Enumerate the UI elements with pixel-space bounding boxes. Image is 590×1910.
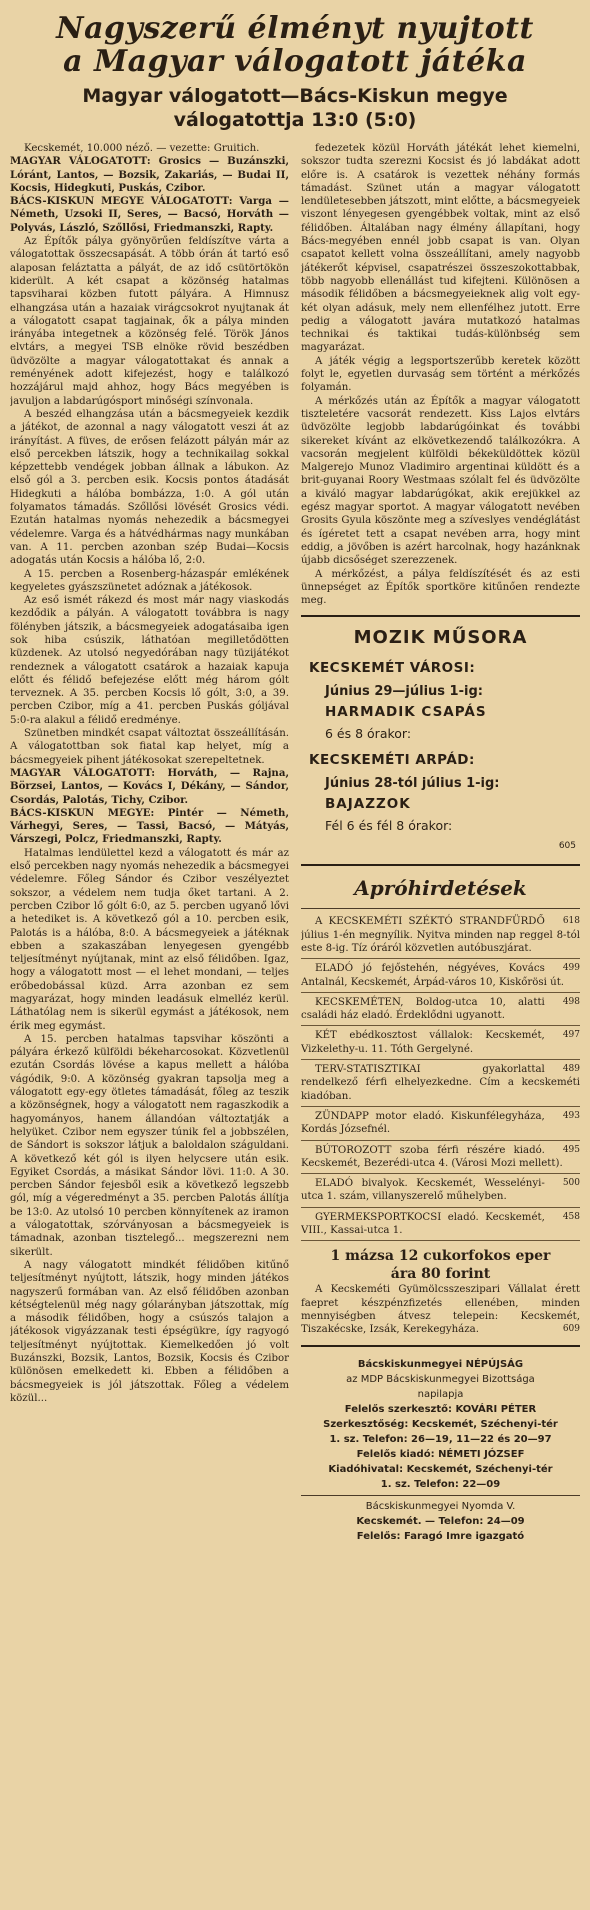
ad-text: KÉT ebédkosztost vállalok: Kecskemét, Vizkelethy-u. 11. Tóth Gergelyné.: [301, 1030, 545, 1055]
ad-text: ZÜNDAPP motor eladó. Kiskunfélegyháza, Kordás Józsefnél.: [301, 1110, 545, 1136]
screening-times: 6 és 8 órakor:: [325, 726, 412, 742]
classified-ad: [301, 912, 580, 959]
screening-times: Fél 6 és fél 8 órakor:: [325, 818, 453, 834]
article-paragraph: BÁCS-KISKUN MEGYE: Pintér — Németh, Várhegyi, Seres, — Tassi, Bacsó, — Mátyás, Várszegi, Polcz, Friedmanszki, Rapty.: [10, 806, 289, 846]
article-paragraph: A mérkőzést, a pálya feldíszítését és az esti ünnepséget az Építők sportköre kitűnően rendezte meg.: [301, 568, 580, 607]
article-columns: [10, 142, 580, 1544]
ad-number: 495: [562, 1144, 580, 1155]
ad-text: ELADÓ bivalyok. Kecskemét, Wesselényi-utca 1. szám, villanyszerelő műhelyben.: [301, 1178, 545, 1203]
ad-number: 458: [562, 1211, 580, 1222]
imprint-line: 1. sz. Telefon: 22—09: [380, 1478, 501, 1490]
headline-line-2: a Magyar válogatott játéka: [63, 44, 527, 79]
imprint-line: 1. sz. Telefon: 26—19, 11—22 és 20—97: [329, 1433, 552, 1445]
article-paragraph: MAGYAR VÁLOGATOTT: Grosics — Buzánszki, Lóránt, Lantos, — Bozsik, Zakariás, — Budai II, Kocsis, Hidegkuti, Puskás, Czibor.: [10, 155, 289, 194]
article-paragraph: Hatalmas lendülettel kezd a válogatott és már az első percekben nagy nyomás nehezedik a bácsmegyei védelemre. Főleg Sándor és Czibor veszélyeztet sokszor, a védelem nem tudja őket tartani. A 2. percben Czibor lő gólt 6:0, az 5. percben ugyanő lővi a hetediket is. A következő gól a 10. percben esik, Palotás is a hálóba, 8:0. A bácsmegyeiek a játéknak ebben a szakaszában lenyegesen gyengébb teljesítményt nyújtanak, mint az első félidőben. Igaz, hogy a válogatott most — el lehet mondani, — teljes erőbedobással küzd. Arra azonban ez sem magyarázat, hogy minden leadásuk elmelléz kerül. Láthatólag nem is sikerül egymást a játékosok, nem érik meg egymást.: [10, 847, 289, 1032]
divider: [301, 864, 580, 866]
imprint-line: Szerkesztőség: Kecskemét, Széchenyi-tér: [323, 1418, 558, 1430]
ad-number: 609: [562, 1324, 580, 1335]
ad-text: KECSKEMÉTEN, Boldog-utca 10, alatti családi ház eladó. Érdeklődni ugyanott.: [301, 996, 545, 1022]
promo-headline: [301, 1247, 580, 1283]
cinema-name: KECSKEMÉT VÁROSI:: [309, 660, 476, 677]
movies-title: MOZIK MŰSORA: [353, 627, 528, 649]
promo-line-1: 1 mázsa 12 cukorfokos eper: [330, 1248, 551, 1265]
classified-ad: [301, 1107, 580, 1141]
screening-dates: Június 29—július 1-ig:: [325, 684, 483, 700]
article-paragraph: Az Építők pálya gyönyörűen feldíszítve várta a válogatottak összecsapását. A több órán át tartó eső alaposan feláztatta a pályát, de az idő csütörtökön kiderült. A két csapat a közönség hatalmas tapsviharai közben futott pályára. A Himnusz elhangzása után a hazaiak virágcsokrot nyujtanak át a válogatott csapat tagjainak, ők a pálya minden irányába integetnek a közönség felé. Török János elvtárs, a megyei TSB elnöke rövid beszédben üdvözölte a magyar válogatottakat és annak a reményének adott kifejezést, hogy e találkozó hozzájárul majd ahhoz, hogy Bács megyében is javuljon a labdarúgósport minőségi színvonala.: [10, 236, 289, 407]
ad-number: 500: [562, 1178, 580, 1189]
film-title: HARMADIK CSAPÁS: [325, 704, 487, 721]
article-paragraph: MAGYAR VÁLOGATOTT: Horváth, — Rajna, Börzsei, Lantos, — Kovács I, Dékány, — Sándor, Csordás, Palotás, Tichy, Czibor.: [10, 766, 289, 806]
divider: [301, 908, 580, 909]
divider: [301, 1495, 580, 1496]
divider: [301, 1345, 580, 1347]
headline-line-1: Nagyszerű élményt nyujtott: [56, 11, 534, 46]
cinema-name: KECSKEMÉTI ARPÁD:: [309, 752, 475, 769]
ad-number: 605: [558, 841, 576, 852]
imprint-line: napilapja: [417, 1388, 464, 1400]
ad-number: 497: [562, 1030, 580, 1041]
ad-number: 618: [562, 916, 580, 927]
imprint-line: Bácskiskunmegyei NÉPÚJSÁG: [357, 1358, 524, 1370]
ad-text: GYERMEKSPORTKOCSI eladó. Kecskemét, VIII., Kassai-utca 1.: [301, 1211, 545, 1237]
left-column: [10, 142, 289, 1544]
classified-ad: [301, 959, 580, 993]
article-paragraph: A játék végig a legsportszerűbb keretek között folyt le, egyetlen durvaság sem történt a mérkőzés folyamán.: [301, 355, 580, 394]
headline: [10, 12, 580, 78]
article-paragraph: Az eső ismét rákezd és most már nagy viaskodás kezdődik a pályán. A válogatott továbbra is nagy fölényben játszik, a bácsmegyeiek adogatásaiba igen sok hiba csúszik, láthatóan megilletődötten küzdenek. Az utolsó negyedórában nagy tüzijátékot rendeznek a válogatott csatárok a hazaiak kapuja előtt és félidő befejezése előtt még három gólt terveznek. A 35. percben Kocsis lő gólt, 3:0, a 39. percben Czibor, míg a 41. percben Puskás góljával 5:0-ra alakul a félidő eredménye.: [10, 595, 289, 726]
subheadline: [10, 84, 580, 132]
right-column: [301, 142, 580, 1544]
movie-schedule: [301, 625, 580, 856]
classified-ad: [301, 1141, 580, 1175]
divider: [301, 615, 580, 617]
classified-ad: [301, 993, 580, 1027]
promo-text: [301, 1283, 580, 1336]
imprint-line: Felelős szerkesztő: KOVÁRI PÉTER: [344, 1403, 537, 1415]
ad-text: TERV-STATISZTIKAI gyakorlattal rendelkező férfi elhelyezkedne. Cím a kecskeméti kiadóban.: [301, 1064, 580, 1102]
article-paragraph: Szünetben mindkét csapat változtat összeállításán. A válogatottban sok fiatal kap helyet, míg a bácsmegyeiek pihent játékosokat szerepeltetnek.: [10, 728, 289, 766]
classifieds-title: Apróhirdetések: [354, 876, 527, 901]
imprint-line: Kiadóhivatal: Kecskemét, Széchenyi-tér: [328, 1463, 553, 1475]
imprint-line: Felelős kiadó: NÉMETI JÓZSEF: [356, 1448, 525, 1460]
imprint-line: az MDP Bácskiskunmegyei Bizottsága: [346, 1373, 535, 1385]
imprint-line: Bácskiskunmegyei Nyomda V.: [365, 1500, 516, 1512]
classified-ad: [301, 1174, 580, 1208]
article-paragraph: A beszéd elhangzása után a bácsmegyeiek kezdik a játékot, de azonnal a nagy válogatott veszi át az irányítást. A füves, de erősen felázott pályán már az első percekben látszik, hogy a technikailag sokkal képzettebb vendégek jobban állnak a lábukon. Az első gól a 3. percben esik. Kocsis pontos átadását Hidegkuti a hálóba bombázza, 1:0. A gól után folyamatos támadás. Szőllősi lövését Grosics védi. Ezután hatalmas nyomás nehezedik a bácsmegyei védelemre. Varga és a hátvédhármas nagy munkában van. A 11. percben azonban szép Budai—Kocsis adogatás után Kocsis a hálóba lő, 2:0.: [10, 408, 289, 567]
classified-ad: [301, 1060, 580, 1107]
article-paragraph: fedezetek közül Horváth játékát lehet kiemelni, sokszor tudta szerezni Kocsist és jó labdákat adott előre is. A csatárok is vezettek néhány formás támadást. Szünet után a magyar válogatott lendületesebben játszott, mint előtte, a bácsmegyeiek viszont lényegesen gyengébbek voltak, mint az első félidőben. Általában nagy élmény állapítani, hogy Bács-megyében ennél jobb csapat is van. Olyan csapatot kellett volna összeállítani, amely nagyobb játékerőt képvisel, csapatrészei összeszokottabbak, több nagyobb ellenállást tud kifejteni. Különösen a második félidőben a bácsmegyeieknek alig volt egy-két olyan adásuk, mely nem ellenfélhez jutott. Erre pedig a válogatott javára mutatkozó hatalmas technikai és taktikai tudás-különbség sem magyarázat.: [301, 143, 580, 354]
classified-ad: [301, 1208, 580, 1242]
article-paragraph: A nagy válogatott mindkét félidőben kitűnő teljesítményt nyújtott, látszik, hogy minden játékos nagyszerű formában van. Az első félidőben azonban kétségtelenül még nagy gólarányban játszottak, míg a második félidőben, hogy a csúszós talajon a játékosok vigyázzanak testi épségükre, így ragyogó teljesítményt nyújtottak. Kiemelkedően jó volt Buzánszki, Bozsik, Lantos, Bozsik, Kocsis és Czibor különösen emelkedett ki. Ebben a félidőben a bácsmegyeiek is jól játszottak. Főleg a védelem közül...: [10, 1259, 289, 1404]
article-paragraph: A 15. percben a Rosenberg-házaspár emlékének kegyeletes gyászszünetet adóznak a játékosok.: [10, 568, 289, 593]
article-paragraph: Kecskemét, 10.000 néző. — vezette: Gruitich.: [24, 143, 260, 154]
promo-body: A Kecskeméti Gyümölcsszeszipari Vállalat érett faepret készpénzfizetés ellenében, minden mennyiségben átvesz telepein: Kecskemét, Tiszakécske, Izsák, Kerekegyháza.: [301, 1284, 580, 1336]
promo-block: [301, 1247, 580, 1336]
ad-number: 493: [562, 1110, 580, 1121]
screening-dates: Június 28-tól július 1-ig:: [325, 776, 500, 792]
imprint-line: Felelős: Faragó Imre igazgató: [356, 1530, 525, 1542]
classified-list: [301, 912, 580, 1241]
ad-number: 499: [562, 963, 580, 974]
film-title: BAJAZZOK: [325, 796, 411, 813]
subheadline-line-2: válogatottja 13:0 (5:0): [173, 109, 417, 131]
ad-text: ELADÓ jó fejőstehén, négyéves, Kovács Antalnál, Kecskemét, Árpád-város 10, Kiskőrösi út.: [301, 963, 565, 988]
promo-line-2: ára 80 forint: [390, 1266, 491, 1283]
classified-ad: [301, 1026, 580, 1060]
article-paragraph: A 15. percben hatalmas tapsvihar köszönti a pályára érkező külföldi békeharcosokat. Közvetlenül ezután Csordás lövése a kapus mellett a hálóba vágódik, 9:0. A közönség gyakran tapsolja meg a válogatott egy-egy ötletes támadását, főleg az teszik a közönségnek, hogy a válogatott nem ragaszkodik a hagyományos, hanem állandóan változtatják a helyüket. Czibor nem egyszer túnik fel a jobbszélen, de Sándort is sokszor látjuk a baloldalon száguldani. A következő két gól is ilyen helycsere után esik. Egyiket Csordás, a másikat Sándor lövi. 11:0. A 30. percben Sándor fejesből esik a következő legszebb gól, míg a végeredményt a 35. percben Palotás állítja be 13:0. Az utolsó 10 percben könnyítenek az iramon a válogatottak, szórványosan a bácsmegyeiek is támadnak, azonban tisztelegő... megszerezni nem sikerült.: [10, 1033, 289, 1258]
article-paragraph: BÁCS-KISKUN MEGYE VÁLOGATOTT: Varga — Németh, Uzsoki II, Seres, — Bacsó, Horváth — Polyvás, László, Szőllősi, Friedmanszki, Rapty.: [10, 195, 289, 234]
subheadline-line-1: Magyar válogatott—Bács-Kiskun megye: [82, 85, 508, 107]
ad-text: BÚTOROZOTT szoba férfi részére kiadó. Kecskemét, Bezerédi-utca 4. (Városi Mozi mellett).: [301, 1144, 563, 1169]
ad-text: A KECSKEMÉTI SZÉKTÓ STRANDFÜRDŐ július 1-én megnyílik. Nyitva minden nap reggel 8-tól este 8-ig. Tíz óráról közvetlen autóbuszjárat.: [301, 916, 580, 954]
imprint: [301, 1357, 580, 1544]
article-paragraph: A mérkőzés után az Építők a magyar válogatott tiszteletére vacsorát rendezett. Kiss Lajos elvtárs üdvözölte legjobb labdarúgóinkat és további sikereket kívánt az elkövetkezendő találkozókra. A vacsorán megjelent külföldi békeküldöttek közül Malgerejo Munoz Vladimiro argentinai küldött és a brit-guyanai Roory Westmaas szólalt fel és üdvözölte a kiváló magyar labdarúgókat, akik erejükkel az egész magyar sportot. A magyar válogatott nevében Grosits Gyula köszönte meg a szíveslyes vendéglátást és ígéretet tett a csapat nevében arra, hogy mint eddig, a jövőben is azért harcolnak, hogy hazánknak újabb dicsőséget szerezzenek.: [301, 395, 580, 567]
imprint-line: Kecskemét. — Telefon: 24—09: [356, 1515, 525, 1527]
ad-number: 489: [562, 1064, 580, 1075]
ad-number: 498: [562, 996, 580, 1007]
